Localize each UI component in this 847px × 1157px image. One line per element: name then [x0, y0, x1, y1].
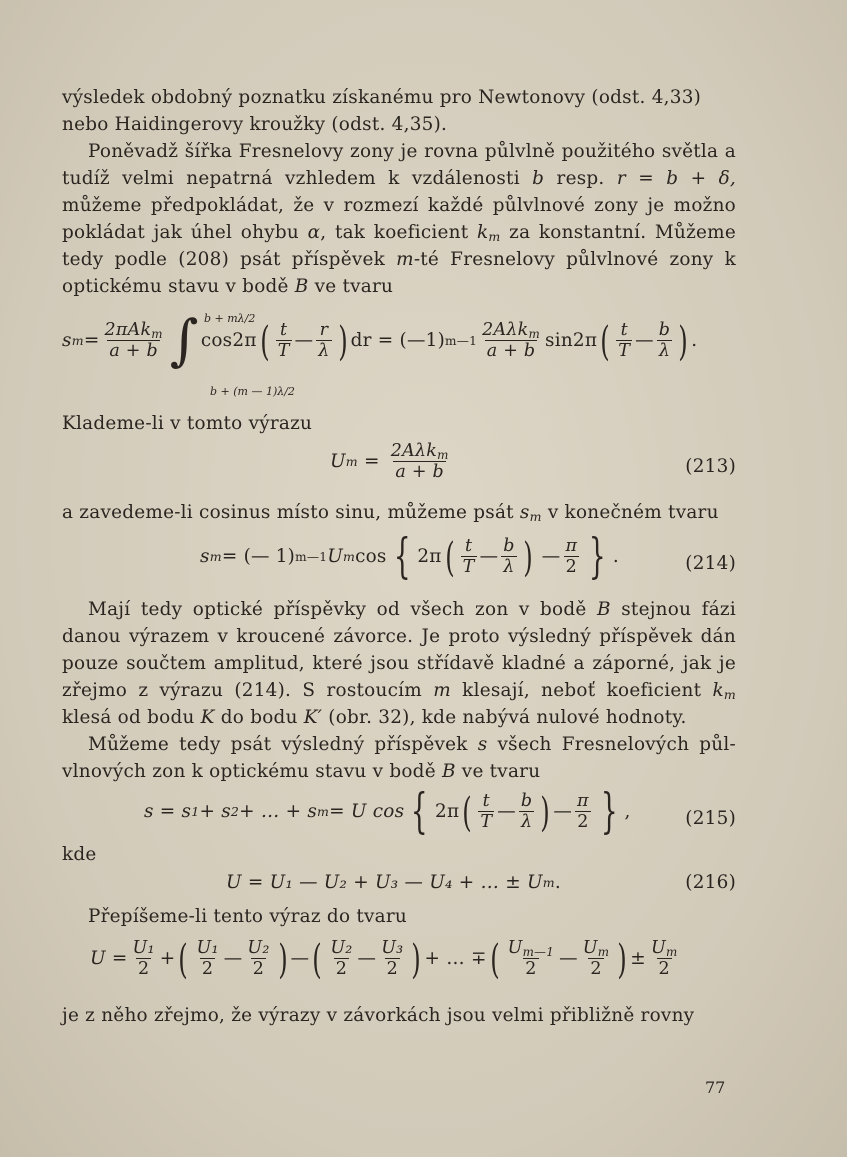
- eq-term: U: [507, 938, 523, 958]
- minus: —: [479, 546, 499, 567]
- eq-term: 2π: [417, 546, 442, 567]
- fraction: [616, 320, 632, 361]
- fraction: [581, 938, 612, 979]
- eq-row: U = U₁ — U₂ + U₃ — U₄ + … ± U m .: [226, 869, 561, 896]
- numerator: b: [503, 536, 515, 556]
- equation-number: (214): [685, 553, 736, 574]
- numerator: U₂: [330, 938, 353, 958]
- text: do bodu: [214, 707, 304, 728]
- text: stejnou fázi: [610, 599, 736, 620]
- equations-215-216: [62, 785, 736, 903]
- eq-row: U = $\frac{\text{U₁}}{2}$ + ( $\frac{\text{U₁}}{2}$ — $\frac{\text{U₂}}{2}$ ) — ( $\frac{\text{U₂}}{2}$ — $\frac{\text{U₃}}{2}$ ) + … ∓ ( $\frac{U_{m—1}}{2}$ — $\frac{U_m}{2}$ ) ± $\frac{U_m}{2}$: [90, 934, 678, 983]
- fraction: [657, 320, 672, 361]
- equation-number: (213): [685, 456, 736, 477]
- fraction: [131, 938, 157, 979]
- fraction: [316, 320, 331, 361]
- fraction: [480, 320, 542, 361]
- denominator: a + b: [109, 341, 158, 361]
- minus: —: [535, 546, 561, 567]
- text: Můžeme tedy psát výsledný příspěvek: [88, 734, 478, 755]
- eq-term: 2Aλk: [482, 320, 529, 340]
- eq-term: 2π: [435, 801, 460, 822]
- numerator: U₁: [196, 938, 219, 958]
- symbol-b: b: [532, 168, 545, 189]
- integral-lower-limit: b + (m — 1)λ/2: [210, 385, 295, 398]
- text: Mají tedy optické příspěvky od všech zon v bodě: [88, 599, 597, 620]
- text: pouze součtem amplitud, které jsou střídavě kladné a záporné, jak je: [62, 653, 736, 674]
- eq-term: cos2π: [200, 330, 257, 351]
- eq-term: 2πAk: [104, 320, 152, 340]
- denominator: a + b: [486, 341, 536, 361]
- numerator: [389, 441, 451, 461]
- equation-213: [62, 437, 736, 499]
- plus: +: [159, 948, 176, 969]
- denominator: 2: [201, 959, 214, 979]
- equation-number: (215): [685, 808, 736, 829]
- symbol-alpha: α: [307, 222, 321, 243]
- fraction: [194, 938, 220, 979]
- kde-label: kde: [62, 844, 97, 865]
- fraction: [501, 536, 516, 577]
- text: a tudíž velmi nepatrná vzhledem k vzdálenosti: [62, 141, 736, 189]
- text: ve tvaru: [308, 276, 394, 297]
- text-column: [62, 84, 736, 1029]
- minus: —: [635, 330, 654, 351]
- text: tedy podle (208) psát příspěvek: [62, 249, 397, 270]
- symbol-B: B: [294, 276, 309, 297]
- text: můžeme předpokládat, že v rozmezí každé půlvlnové zony je možno: [62, 195, 736, 216]
- equals: =: [357, 451, 386, 472]
- subscript: m: [437, 447, 449, 462]
- denominator: T: [618, 341, 631, 361]
- eq-row: s m = $\frac{2\pi Ak_m}{a + b}$ ∫ cos2π ( $\frac{t}{T}$ — $\frac{r}{\lambda}$ ) dr = (—1) m—1 $\frac{2A\lambda k_m}{a + b}$ sin2π ( $\frac{t}{T}$ — $\frac{b}{\lambda}$ ) .: [62, 308, 698, 373]
- eq-term: = (— 1): [221, 546, 296, 567]
- subscript: m: [723, 687, 736, 703]
- eq-term: s = s: [144, 801, 192, 822]
- fraction: [519, 791, 534, 832]
- fraction: [102, 320, 164, 361]
- text: zřejmo z výrazu (214). S rostoucím: [62, 680, 434, 701]
- fraction: [506, 938, 556, 979]
- integral-upper-limit: b + mλ/2: [204, 312, 256, 325]
- numerator: U₂: [247, 938, 270, 958]
- numerator: t: [280, 320, 288, 340]
- symbol-s: s: [519, 502, 530, 523]
- text: od bodu: [117, 707, 201, 728]
- equation-214: [62, 526, 736, 596]
- symbol-k: k: [477, 222, 489, 243]
- text: klesají, neboť koeficient: [450, 680, 713, 701]
- minus: —: [223, 948, 243, 969]
- fraction: [379, 938, 405, 979]
- paragraph-8: je z něho zřejmo, že výrazy v závorkách jsou velmi přibližně rovny: [62, 1005, 695, 1026]
- numerator: [506, 938, 556, 958]
- paragraph-5: [62, 596, 736, 731]
- page-number: 77: [705, 1078, 726, 1097]
- symbol-B: B: [597, 599, 611, 620]
- denominator: 2: [335, 959, 348, 979]
- period: .: [612, 546, 619, 567]
- text: , tak koeficient: [320, 222, 478, 243]
- comma: ,: [624, 801, 631, 822]
- subscript: m—1: [522, 944, 555, 959]
- numerator: [480, 320, 542, 340]
- text: všech Fresnelových půl-: [487, 734, 736, 755]
- text: v konečném tvaru: [541, 502, 719, 523]
- minus: —: [357, 948, 377, 969]
- numerator: t: [464, 536, 473, 556]
- period: .: [554, 872, 561, 893]
- numerator: π: [577, 791, 589, 811]
- paragraph-1: [62, 84, 736, 138]
- paragraph-4: [62, 499, 736, 526]
- denominator: λ: [318, 341, 330, 361]
- fraction: [276, 320, 292, 361]
- minus: —: [290, 948, 310, 969]
- eq-term: + s: [199, 801, 231, 822]
- symbol-B: B: [441, 761, 456, 782]
- fraction: [649, 938, 680, 979]
- subscript: m: [665, 944, 678, 959]
- denominator: T: [480, 812, 493, 832]
- text: klesá: [62, 707, 112, 728]
- symbol-m: m: [433, 680, 451, 701]
- denominator: T: [277, 341, 290, 361]
- equation-number: (216): [685, 872, 736, 893]
- symbol-k: k: [712, 680, 724, 701]
- fraction: [461, 536, 477, 577]
- eq-term: U =: [90, 948, 128, 969]
- minus: —: [559, 948, 578, 969]
- fraction: [328, 938, 354, 979]
- plus-minus: ±: [630, 948, 646, 969]
- symbol-K-prime: K′: [303, 707, 323, 728]
- eq-term: dr = (—1): [350, 330, 445, 351]
- paragraph-6: [62, 731, 736, 785]
- eq-term: cos: [355, 546, 387, 567]
- text: k optickému stavu v bodě: [62, 249, 736, 297]
- text: -té Fresnelovy půlvlnové zony: [413, 249, 714, 270]
- symbol-K: K: [200, 707, 215, 728]
- equation-sm-integral: [62, 300, 736, 410]
- eq-term: U = U₁ — U₂ + U₃ — U₄ + … ± U: [226, 872, 543, 893]
- eq-term: U: [650, 938, 666, 958]
- eq-row: s = s 1 + s 2 + … + s m = U cos { 2π ( $\frac{t}{T}$ — $\frac{b}{\lambda}$ ) — $\frac{\pi}{2}$ } ,: [144, 783, 631, 839]
- numerator: t: [620, 320, 628, 340]
- eq-term: + … + s: [239, 801, 318, 822]
- line: nebo Haidingerovy kroužky (odst. 4,35).: [62, 114, 448, 135]
- eq-term: = U cos: [329, 801, 405, 822]
- fraction: [389, 441, 451, 482]
- paragraph-2: [62, 138, 736, 300]
- eq-term: U: [582, 938, 598, 958]
- denominator: 2: [525, 959, 537, 979]
- minus: —: [497, 801, 516, 822]
- line: výsledek obdobný poznatku získanému pro Newtonovy (odst. 4,33): [62, 87, 702, 108]
- paragraph-7: Přepíšeme-li tento výraz do tvaru: [88, 906, 407, 927]
- numerator: [581, 938, 612, 958]
- eq-term: s: [200, 546, 210, 567]
- subscript: m: [151, 326, 163, 341]
- numerator: r: [319, 320, 329, 340]
- numerator: b: [520, 791, 533, 811]
- paragraph-3: Klademe-li v tomto výrazu: [62, 413, 313, 434]
- numerator: b: [658, 320, 671, 340]
- text: pokládat jak úhel ohybu: [62, 222, 308, 243]
- equation-U-expansion: [62, 930, 736, 1002]
- eq-row: s m = (— 1) m—1 U m cos { 2π ( $\frac{t}{T}$ — $\frac{b}{\lambda}$ ) — $\frac{\pi}{2}$ } .: [200, 528, 619, 584]
- fraction: [575, 791, 591, 832]
- numerator: π: [565, 536, 578, 556]
- numerator: t: [482, 791, 490, 811]
- symbol-m: m: [396, 249, 414, 270]
- text: a zavedeme-li cosinus místo sinu, můžeme psát: [62, 502, 520, 523]
- text: za konstantní. Můžeme: [500, 222, 736, 243]
- fraction: [245, 938, 271, 979]
- denominator: 2: [137, 959, 150, 979]
- eq-term: =: [83, 330, 100, 351]
- text: resp.: [544, 168, 617, 189]
- eq-term: + … ∓: [424, 948, 487, 969]
- denominator: 2: [590, 959, 602, 979]
- fraction: [563, 536, 579, 577]
- text: vlnových zon k optickému stavu v bodě: [62, 761, 442, 782]
- denominator: 2: [658, 959, 670, 979]
- denominator: 2: [386, 959, 398, 979]
- denominator: λ: [658, 341, 671, 361]
- symbol-s: s: [477, 734, 488, 755]
- subscript: m: [597, 944, 610, 959]
- numerator: [102, 320, 164, 340]
- eq-term: U: [327, 546, 343, 567]
- eq-term: 2Aλk: [390, 441, 438, 461]
- symbol-r: r = b + δ,: [616, 168, 736, 189]
- text: (obr. 32), kde nabývá nulové hodnoty.: [322, 707, 687, 728]
- eq-term: .: [691, 330, 698, 351]
- denominator: λ: [520, 812, 533, 832]
- line: Poněvadž šířka Fresnelovy zony je rovna půlvlně použitého světla: [88, 141, 719, 162]
- minus: —: [294, 330, 314, 351]
- denominator: a + b: [395, 462, 444, 482]
- text: ve tvaru: [455, 761, 541, 782]
- text: danou výrazem v kroucené závorce. Je proto výsledný příspěvek dán: [62, 626, 736, 647]
- eq-row: U m = $\frac{2A\lambda k_m}{a + b}$: [330, 441, 449, 482]
- denominator: T: [462, 557, 475, 577]
- denominator: 2: [565, 557, 577, 577]
- eq-term: sin2π: [545, 330, 598, 351]
- numerator: U₃: [381, 938, 404, 958]
- eq-term: U: [330, 451, 346, 472]
- eq-term: s: [62, 330, 72, 351]
- numerator: U₁: [132, 938, 155, 958]
- subscript: m: [528, 326, 540, 341]
- minus: —: [553, 801, 573, 822]
- subscript: m: [529, 509, 542, 525]
- denominator: 2: [252, 959, 265, 979]
- numerator: [649, 938, 680, 958]
- denominator: 2: [577, 812, 589, 832]
- denominator: λ: [503, 557, 515, 577]
- fraction: [478, 791, 494, 832]
- subscript: m: [488, 229, 501, 245]
